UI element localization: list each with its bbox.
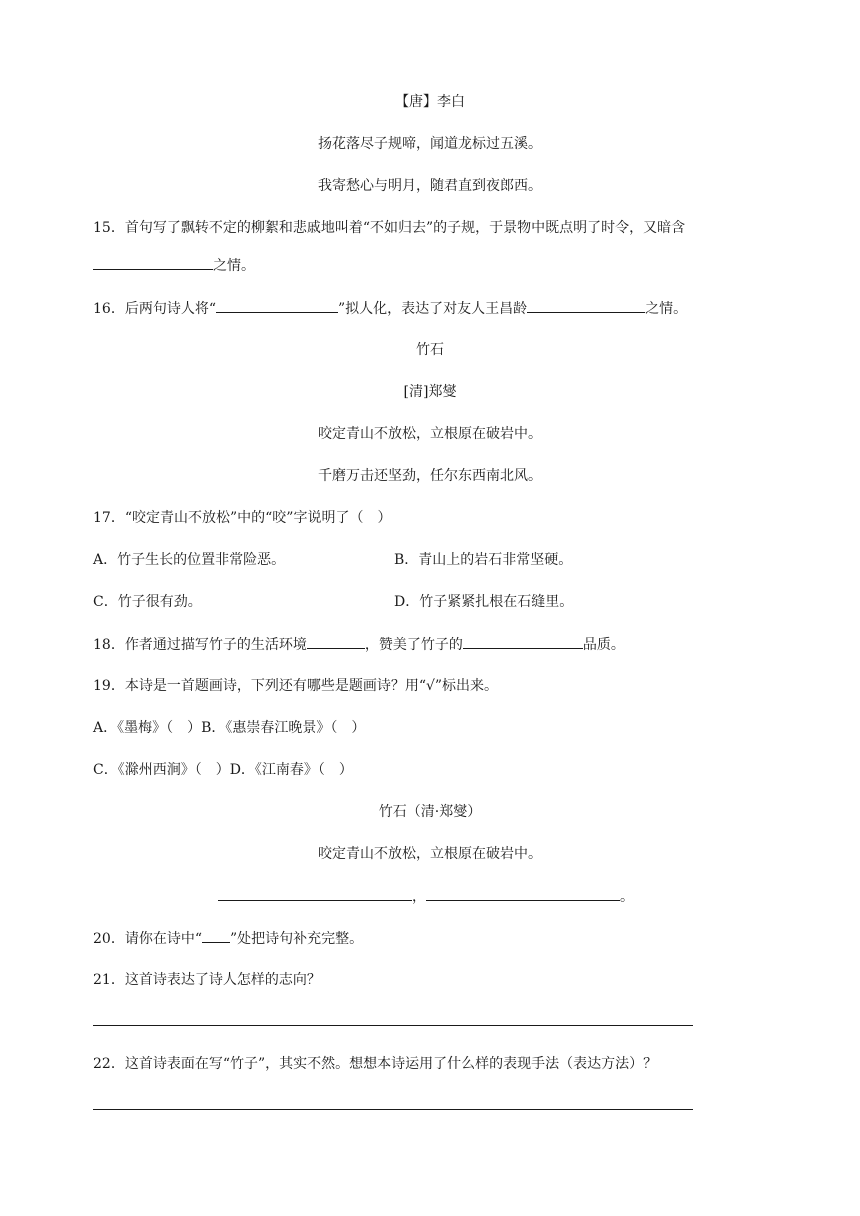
q16-line (93, 298, 687, 319)
poem3-blank-1[interactable] (218, 886, 412, 901)
q17-option-a[interactable]: A．竹子生长的位置非常险恶。 (93, 552, 286, 568)
q17-text: 17．“咬定青山不放松”中的“咬”字说明了（ ） (93, 510, 392, 526)
poem3-period: 。 (620, 889, 634, 905)
q20-blank (202, 928, 230, 943)
poem3-line1: 咬定青山不放松，立根原在破岩中。 (318, 846, 542, 862)
q21-text: 21．这首诗表达了诗人怎样的志向？ (93, 972, 321, 988)
poem1-line1: 扬花落尽子规啼，闻道龙标过五溪。 (318, 136, 542, 152)
q22-text: 22．这首诗表面在写“竹子”，其实不然。想想本诗运用了什么样的表现手法（表达方法）？ (93, 1056, 658, 1072)
poem1-author: 【唐】李白 (395, 94, 465, 110)
q18-middle: ，赞美了竹子的 (364, 637, 463, 653)
poem2-line2: 千磨万击还坚劲，任尔东西南北风。 (318, 468, 542, 484)
q16-middle: ”拟人化，表达了对友人王昌龄 (337, 301, 528, 317)
q15-blank[interactable] (93, 255, 213, 270)
poem2-author: [清]郑燮 (403, 384, 457, 400)
q18-line (93, 634, 625, 655)
q18-prefix: 18．作者通过描写竹子的生活环境 (93, 637, 307, 653)
q19-options-row2[interactable]: C．《滁州西涧》（ ）D．《江南春》（ ） (93, 762, 353, 778)
q15-tail: 之情。 (213, 258, 255, 274)
q18-blank-1[interactable] (307, 634, 365, 649)
poem3-comma: ， (412, 889, 426, 905)
q20-prefix: 20．请你在诗中“ (93, 931, 202, 947)
poem1-line2: 我寄愁心与明月，随君直到夜郎西。 (318, 178, 542, 194)
q16-blank-1[interactable] (216, 298, 338, 313)
q22-answer-line[interactable] (93, 1109, 693, 1110)
poem3-title: 竹石（清·郑燮） (378, 804, 482, 820)
q16-blank-2[interactable] (527, 298, 645, 313)
q16-tail: 之情。 (645, 301, 688, 317)
q18-tail: 品质。 (582, 637, 625, 653)
q20-tail: ”处把诗句补充完整。 (229, 931, 364, 947)
q16-prefix: 16．后两句诗人将“ (93, 301, 216, 317)
q19-options-row1[interactable]: A．《墨梅》（ ）B．《惠崇春江晚景》（ ） (93, 720, 366, 736)
q21-answer-line[interactable] (93, 1025, 693, 1026)
poem3-blank-line (218, 886, 634, 907)
q17-option-c[interactable]: C．竹子很有劲。 (93, 594, 202, 610)
poem3-blank-2[interactable] (426, 886, 620, 901)
poem2-title: 竹石 (416, 342, 444, 358)
q20-line (93, 928, 363, 949)
poem2-line1: 咬定青山不放松，立根原在破岩中。 (318, 426, 542, 442)
q15-text: 15．首句写了飘转不定的柳絮和悲戚地叫着“不如归去”的子规，于景物中既点明了时令，又暗含 (93, 220, 686, 236)
q17-option-d[interactable]: D．竹子紧紧扎根在石缝里。 (394, 594, 574, 610)
q15-answer-line (93, 255, 255, 276)
q17-option-b[interactable]: B．青山上的岩石非常坚硬。 (394, 552, 573, 568)
q19-text: 19．本诗是一首题画诗，下列还有哪些是题画诗？用“√”标出来。 (93, 678, 499, 694)
q18-blank-2[interactable] (463, 634, 583, 649)
